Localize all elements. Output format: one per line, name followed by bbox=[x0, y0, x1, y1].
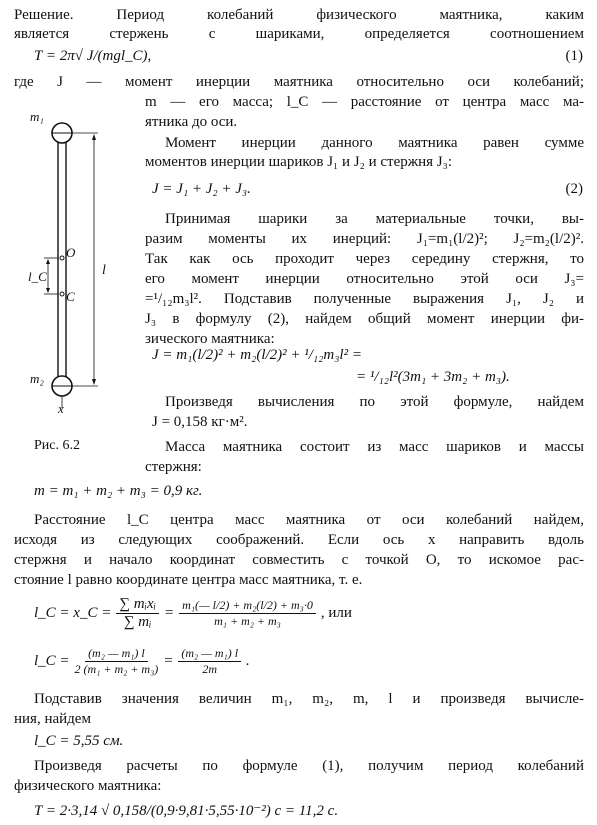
text-line: Принимая шарики за материальные точки, вы- bbox=[165, 211, 584, 227]
eq6-frac1-num: (m₂ — m₁) l bbox=[85, 646, 148, 662]
eq5-frac1-den: ∑ mᵢ bbox=[123, 613, 152, 630]
text-line: m — его масса; l_C — расстояние от центра масс ма- bbox=[145, 94, 584, 110]
text-line: Так как ось проходит через середину стержня, то bbox=[145, 251, 584, 267]
text-line: ния, найдем bbox=[14, 711, 91, 727]
eq6-frac1-den: 2 (m₁ + m₂ + m₃) bbox=[74, 661, 159, 676]
label-l: l bbox=[102, 263, 106, 278]
eq5-equals: = bbox=[164, 604, 175, 621]
eq6-lhs: l_C = bbox=[34, 652, 70, 669]
equation-8: T = 2·3,14 √ 0,158/(0,9·9,81·5,55·10⁻²) с = 11,2 с. bbox=[34, 803, 339, 819]
text-line: Произведя расчеты по формуле (1), получим период колебаний bbox=[34, 758, 584, 774]
text-line: физического маятника: bbox=[14, 778, 162, 794]
equation-5 bbox=[34, 592, 352, 634]
equation-number: (1) bbox=[565, 48, 583, 64]
text-line: Момент инерции данного маятника равен сумме bbox=[165, 135, 584, 151]
equation-number: (2) bbox=[565, 181, 583, 197]
eq5-frac2-num: m₁(— l/2) + m₂(l/2) + m₃·0 bbox=[179, 598, 316, 614]
text-line: J₃ в формулу (2), найдем общий момент инерции фи- bbox=[145, 311, 584, 327]
text-line: стержня: bbox=[145, 459, 202, 475]
equation-4: m = m₁ + m₂ + m₃ = 0,9 кг. bbox=[34, 483, 203, 499]
text-line: J = 0,158 кг·м². bbox=[152, 414, 248, 430]
text-line: ятника до оси. bbox=[145, 114, 238, 130]
label-x: x bbox=[58, 401, 64, 416]
text-line: =¹/₁₂m₃l². Подставив полученные выражения J₁, J₂ и bbox=[145, 291, 584, 307]
eq5-tail: , или bbox=[320, 604, 352, 621]
eq6-tail: . bbox=[246, 652, 250, 669]
label-m1: m₁ bbox=[30, 109, 44, 124]
text-line: стояние l равно координате центра масс маятника, т. е. bbox=[14, 572, 363, 588]
text-line: Расстояние l_C центра масс маятника от оси колебаний найдем, bbox=[34, 512, 584, 528]
text-line: является стержень с шариками, определяется соотношением bbox=[14, 26, 584, 42]
equation-1: T = 2π√ J/(mgl_C), bbox=[34, 48, 152, 64]
equation-3-line2: = ¹/₁₂l²(3m₁ + 3m₂ + m₃). bbox=[356, 369, 510, 385]
text-line: зического маятника: bbox=[145, 331, 275, 347]
text-line: разим моменты их инерций: J₁=m₁(l/2)²; J₂=m₂(l/2)². bbox=[145, 231, 584, 247]
eq6-frac2-num: (m₂ — m₁) l bbox=[178, 646, 241, 662]
text-line: Произведя вычисления по этой формуле, найдем bbox=[165, 394, 584, 410]
equation-3-line1: J = m₁(l/2)² + m₂(l/2)² + ¹/₁₂m₃l² = bbox=[152, 347, 362, 363]
text-line: стержня и начало координат совместить с точкой O, то искомое рас- bbox=[14, 552, 584, 568]
equation-2: J = J₁ + J₂ + J₃. bbox=[152, 181, 251, 197]
label-m2: m₂ bbox=[30, 371, 44, 386]
text-line: Масса маятника состоит из масс шариков и массы bbox=[165, 439, 584, 455]
label-lc: l_C bbox=[28, 269, 47, 284]
text-line: моментов инерции шариков J₁ и J₂ и стержня J₃: bbox=[145, 154, 453, 170]
text-line: его момент инерции относительно этой оси J₃= bbox=[145, 271, 584, 287]
eq6-frac2-den: 2m bbox=[202, 661, 218, 676]
label-C: C bbox=[66, 289, 75, 304]
eq5-frac2-den: m₁ + m₂ + m₃ bbox=[214, 613, 281, 628]
equation-6 bbox=[34, 640, 250, 682]
text-line: где J — момент инерции маятника относительно оси колебаний; bbox=[14, 74, 584, 90]
figure-caption: Рис. 6.2 bbox=[34, 438, 80, 453]
equation-7: l_C = 5,55 см. bbox=[34, 733, 124, 749]
text-line: Подставив значения величин m₁, m₂, m, l и произведя вычисле- bbox=[34, 691, 584, 707]
eq6-equals: = bbox=[163, 652, 174, 669]
label-O: O bbox=[66, 245, 76, 260]
eq5-frac1-num: ∑ mᵢxᵢ bbox=[116, 596, 159, 614]
text-line: Решение. Период колебаний физического маятника, каким bbox=[14, 7, 584, 23]
text-line: исходя из следующих соображений. Если ось x направить вдоль bbox=[14, 532, 584, 548]
eq5-lhs: l_C = x_C = bbox=[34, 604, 112, 621]
